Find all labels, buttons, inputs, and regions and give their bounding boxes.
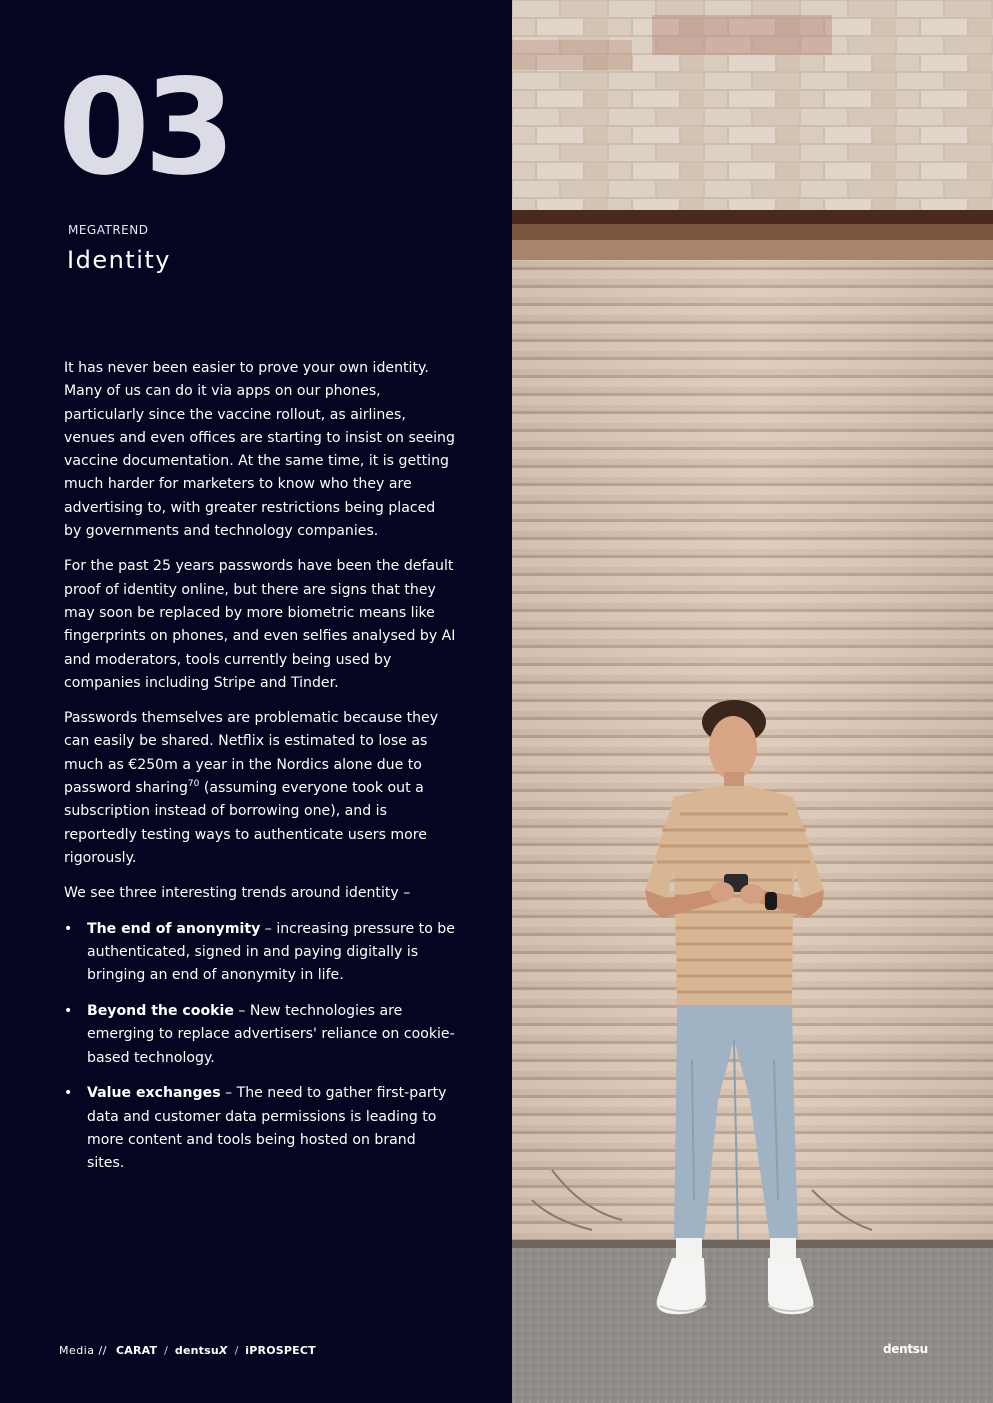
trend-text: – increasing pressure to be authenticated, signed in and paying digitally is bringing an end of anonymity in life. xyxy=(87,920,455,984)
trend-text: – The need to gather first-party data and customer data permissions is leading to more content and tools being hosted on brand sites. xyxy=(87,1085,447,1172)
page-title: Identity xyxy=(67,246,171,274)
bullet-icon: • xyxy=(64,1085,73,1102)
paragraph-3 xyxy=(64,707,456,870)
body-text xyxy=(64,357,456,1188)
dentsu-logo: dentsu xyxy=(883,1342,928,1356)
list-item xyxy=(64,1082,456,1175)
carat-logo: CARAT xyxy=(115,1343,158,1357)
paragraph-3-start: Passwords themselves are problematic because they can easily be shared. Netflix is estimated to lose as much as €250m a year in the Nordics alone due to password sharing xyxy=(64,710,439,797)
dentsux-logo: dentsu𝙓 xyxy=(174,1343,228,1357)
footnote-ref: 70 xyxy=(187,779,200,790)
hero-photo xyxy=(512,0,993,1403)
bullet-icon: • xyxy=(64,920,73,937)
footer-brands xyxy=(59,1342,316,1358)
footer-separator: / xyxy=(234,1343,239,1357)
section-number: 03 xyxy=(58,51,230,205)
trend-text: – New technologies are emerging to replace advertisers' reliance on cookie-based technology. xyxy=(87,1002,455,1066)
trend-title: The end of anonymity xyxy=(87,920,261,937)
bullet-icon: • xyxy=(64,1002,73,1019)
footer-separator: / xyxy=(164,1343,168,1357)
list-item xyxy=(64,1000,456,1070)
megatrend-kicker: MEGATREND xyxy=(68,223,149,237)
paragraph-2: For the past 25 years passwords have been the default proof of identity online, but there are signs that they may soon be replaced by more biometric means like fingerprints on phones, and even selfies analysed by AI and moderators, tools currently being used by companies including Stripe and Tinder. xyxy=(64,558,456,691)
paragraph-4: We see three interesting trends around identity – xyxy=(64,885,411,902)
trend-title: Beyond the cookie xyxy=(87,1002,234,1019)
iprospect-logo: iPROSPECT xyxy=(245,1343,316,1357)
trend-list xyxy=(64,918,456,1176)
paragraph-3-end: (assuming everyone took out a subscription instead of borrowing one), and is reportedly testing ways to authenticate users more rigorously. xyxy=(64,780,427,866)
list-item xyxy=(64,918,456,988)
trend-title: Value exchanges xyxy=(87,1085,221,1102)
paragraph-1: It has never been easier to prove your own identity. Many of us can do it via apps on our phones, particularly since the vaccine rollout, as airlines, venues and even offices are starting to insist on seeing vaccine documentation. At the same time, it is getting much harder for marketers to know who they are advertising to, with greater restrictions being placed by governments and technology companies. xyxy=(64,360,455,540)
footer-media-label: Media // xyxy=(59,1343,107,1357)
